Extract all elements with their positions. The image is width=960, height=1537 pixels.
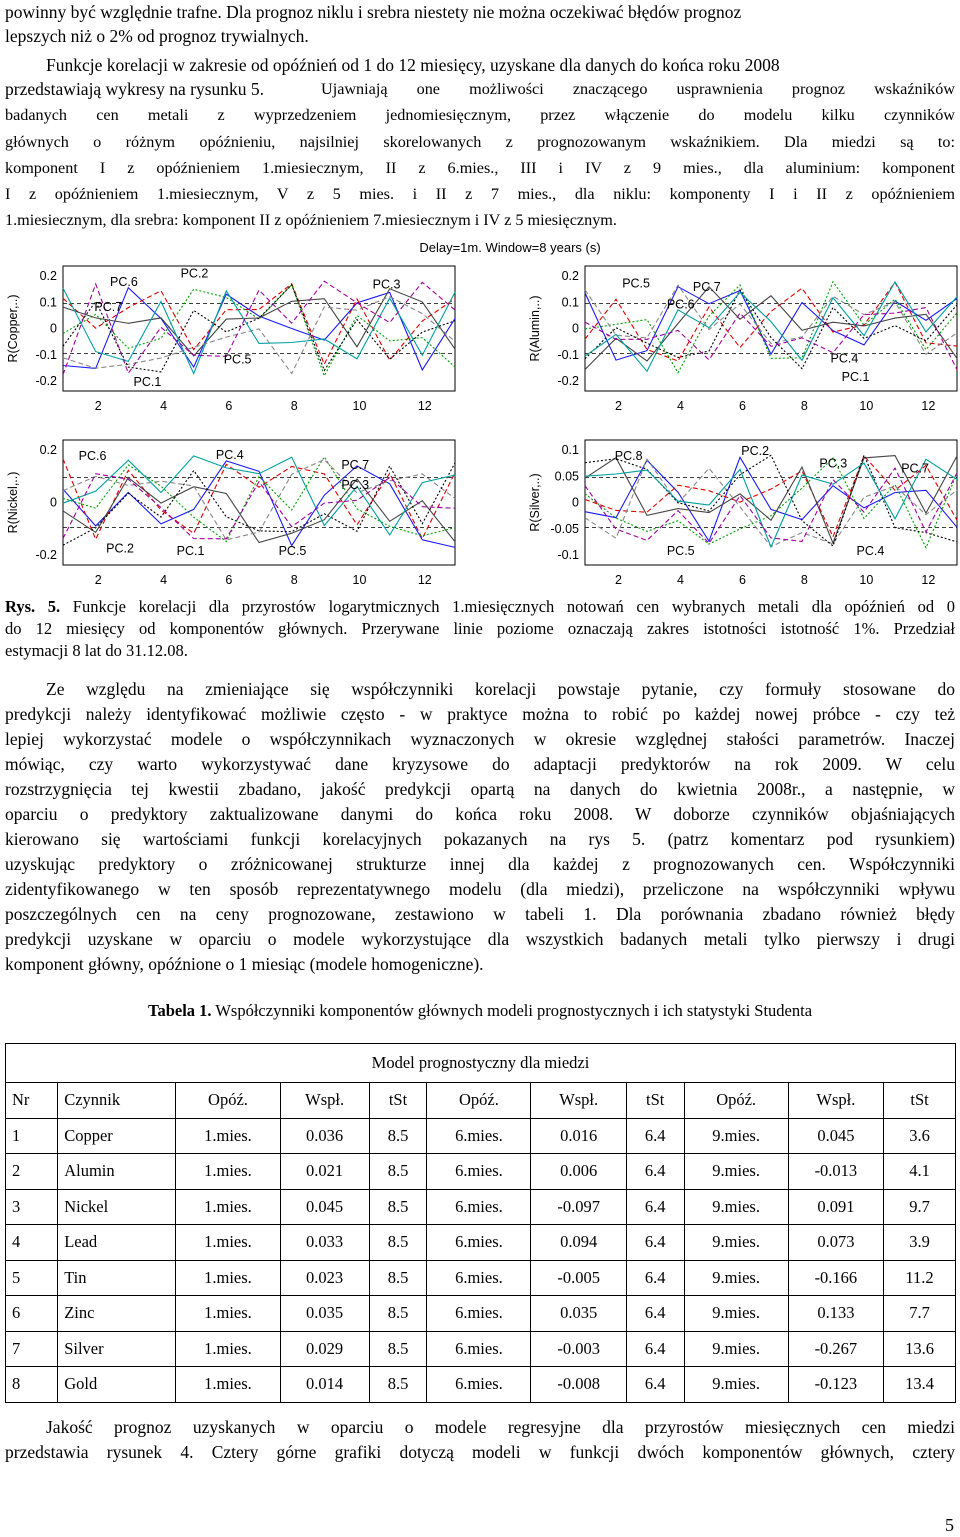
x-tick-label: 10: [859, 573, 874, 587]
table-row: [6, 1118, 956, 1154]
table-row: [6, 1154, 956, 1190]
x-tick-label: 12: [921, 399, 936, 413]
table-caption-label: Tabela 1.: [147, 1001, 212, 1020]
series-line: [63, 281, 455, 375]
table-cell: 9.7: [884, 1189, 956, 1225]
table-cell: 1.mies.: [176, 1118, 280, 1154]
coefficients-table: [5, 1043, 956, 1403]
x-tick-label: 12: [921, 573, 936, 587]
table-cell: 5: [6, 1260, 58, 1296]
bottom-paragraph: [5, 1415, 955, 1465]
table-cell: 8.5: [369, 1331, 427, 1367]
series-line: [63, 284, 455, 364]
table-cell: 6.mies.: [427, 1331, 531, 1367]
table-cell: -0.166: [788, 1260, 883, 1296]
caption-text: Funkcje korelacji dla przyrostów logarytmicznych 1.miesięcznych notowań cen wybranych metali dla opóźnień od 0: [60, 597, 955, 616]
y-tick-label: 0: [50, 321, 57, 336]
x-tick-label: 8: [290, 399, 298, 413]
table-cell: 6.mies.: [427, 1154, 531, 1190]
table-cell: 13.4: [884, 1367, 956, 1403]
table-row: [6, 1331, 956, 1367]
x-tick-label: 2: [615, 399, 622, 413]
table-cell: 1.mies.: [176, 1154, 280, 1190]
table-cell: 3.9: [884, 1225, 956, 1261]
text-line: Ze względu na zmieniające się współczynniki korelacji powstaje pytanie, czy formuły stosowane do: [46, 679, 955, 699]
y-axis-label: R(Silver,..): [528, 473, 542, 532]
caption-text: estymacji 8 lat do 31.12.08.: [5, 641, 188, 660]
text-line: mówiąc, czy warto wykorzystywać dane kryzysowe do adaptacji predyktorów na rok 2009. W celu: [5, 754, 955, 774]
table-row: [6, 1296, 956, 1332]
series-label: PC.1: [133, 375, 162, 389]
y-tick-label: 0.1: [561, 443, 579, 457]
table-cell: 11.2: [884, 1260, 956, 1296]
series-label: PC.6: [78, 449, 107, 463]
table-cell: 0.045: [280, 1189, 369, 1225]
table-cell: Lead: [58, 1225, 176, 1261]
text-line: predykcji należy identyfikować możliwie często - w praktyce można to robić po każdej nowej próbce - czy też: [5, 704, 955, 724]
y-axis-label: R(Copper,..): [6, 294, 20, 363]
body-paragraph: [5, 677, 955, 977]
table-cell: 7.7: [884, 1296, 956, 1332]
table-caption: [0, 1001, 960, 1021]
figure-svg: [0, 238, 960, 588]
y-tick-label: 0.2: [39, 443, 57, 457]
text-line: Jakość prognoz uzyskanych w oparciu o modele regresyjne dla przyrostów miesięcznych cen miedzi: [46, 1417, 955, 1437]
table-cell: Copper: [58, 1118, 176, 1154]
table-cell: 6.mies.: [427, 1118, 531, 1154]
y-tick-label: -0.1: [557, 347, 579, 362]
text-line: zidentyfikowanego w ten sposób reprezentatywnego modelu (dla miedzi), przeliczone na współczynniki wpływu: [5, 879, 955, 899]
text-line: rozstrzygnięcia tej kwestii zbadano, jakość predykcji opartą na danych do kwietnia 2008r., a następnie, w: [5, 779, 955, 799]
table-cell: 0.029: [280, 1331, 369, 1367]
table-cell: 0.006: [531, 1154, 626, 1190]
table-header-cell: Opóź.: [176, 1083, 280, 1119]
caption-text: do 12 miesięcy od komponentów głównych. Przerywane linie poziome oznaczają zakres istotności istotność 1%. Przedział: [5, 619, 955, 638]
text-line: 1.miesiecznym, dla srebra: komponent II z opóźnieniem 7.miesiecznym i IV z 5 miesięcznym.: [5, 211, 617, 230]
series-label: PC.4: [856, 544, 885, 558]
table-cell: 0.091: [788, 1189, 883, 1225]
sans-paragraph: [5, 76, 955, 234]
series-label: PC.6: [110, 275, 138, 289]
series-label: PC.7: [901, 461, 929, 476]
table-cell: 6.4: [626, 1260, 684, 1296]
table-cell: 0.014: [280, 1367, 369, 1403]
table-cell: 6.mies.: [427, 1225, 531, 1261]
table-cell: 8: [6, 1367, 58, 1403]
figure-title: Delay=1m. Window=8 years (s): [419, 240, 601, 255]
x-tick-label: 10: [352, 573, 367, 587]
table-cell: 1.mies.: [176, 1225, 280, 1261]
table-cell: Alumin: [58, 1154, 176, 1190]
plot-panel: [6, 440, 455, 587]
table-header-cell: tSt: [884, 1083, 956, 1119]
x-tick-label: 6: [225, 399, 233, 413]
series-label: PC.2: [106, 541, 134, 556]
y-tick-label: 0: [572, 321, 579, 336]
x-tick-label: 12: [417, 573, 432, 587]
table-cell: 1.mies.: [176, 1260, 280, 1296]
table-cell: 9.mies.: [684, 1118, 788, 1154]
table-cell: Tin: [58, 1260, 176, 1296]
table-cell: 9.mies.: [684, 1189, 788, 1225]
table-cell: 0.033: [280, 1225, 369, 1261]
table-cell: 8.5: [369, 1154, 427, 1190]
table-cell: 0.023: [280, 1260, 369, 1296]
series-line: [63, 463, 455, 545]
table-cell: 6.4: [626, 1367, 684, 1403]
y-axis-label: R(Nickel,..): [6, 471, 20, 534]
table-cell: 6.4: [626, 1225, 684, 1261]
series-label: PC.8: [614, 449, 643, 463]
series-label: PC.5: [622, 276, 650, 291]
series-label: PC.1: [841, 370, 870, 384]
table-cell: -0.097: [531, 1189, 626, 1225]
plot-panel: [528, 266, 957, 413]
table-header-cell: tSt: [369, 1083, 427, 1119]
x-tick-label: 4: [676, 573, 684, 587]
plot-panel: [528, 440, 957, 587]
table-cell: Zinc: [58, 1296, 176, 1332]
table-cell: 6.4: [626, 1189, 684, 1225]
series-label: PC.5: [223, 352, 252, 367]
table-cell: 6.4: [626, 1118, 684, 1154]
plot-panel: [6, 266, 455, 413]
table-header-cell: tSt: [626, 1083, 684, 1119]
table-header-cell: Nr: [6, 1083, 58, 1119]
x-tick-label: 6: [738, 573, 746, 587]
table-cell: Gold: [58, 1367, 176, 1403]
table-cell: 0.016: [531, 1118, 626, 1154]
table-title: Model prognostyczny dla miedzi: [6, 1044, 956, 1083]
table-cell: 0.133: [788, 1296, 883, 1332]
text-line: przedstawiają wykresy na rysunku 5.: [5, 79, 265, 99]
table-cell: 8.5: [369, 1296, 427, 1332]
figure-caption: [5, 596, 955, 662]
table-header-cell: Opóź.: [427, 1083, 531, 1119]
y-axis-label: R(Alumin,..): [528, 295, 542, 362]
x-tick-label: 4: [160, 399, 168, 413]
table-cell: 9.mies.: [684, 1154, 788, 1190]
text-line: przedstawia rysunek 4. Cztery górne grafiki dotyczą modeli w funkcji dwóch komponentów głównych, cztery: [5, 1442, 955, 1462]
series-line: [585, 287, 957, 360]
series-label: PC.4: [830, 351, 859, 366]
y-tick-label: 0.2: [39, 269, 57, 283]
table-cell: 0.094: [531, 1225, 626, 1261]
series-line: [63, 285, 455, 376]
y-tick-label: -0.1: [35, 347, 57, 362]
table-cell: -0.123: [788, 1367, 883, 1403]
table-cell: -0.005: [531, 1260, 626, 1296]
table-cell: -0.008: [531, 1367, 626, 1403]
series-line: [63, 285, 455, 372]
table-cell: 8.5: [369, 1225, 427, 1261]
y-tick-label: 0: [572, 495, 579, 510]
text-line: badanych cen metali z wyprzedzeniem jednomiesięcznym, przez włączenie do modelu kilku czynników: [5, 106, 955, 125]
series-label: PC.1: [176, 544, 205, 558]
text-line: oparciu o predyktory zaktualizowane danymi do końca roku 2008. W doborze czynników objaśniających: [5, 804, 955, 824]
table-cell: 0.021: [280, 1154, 369, 1190]
y-tick-label: -0.2: [557, 374, 579, 388]
table-row: [6, 1367, 956, 1403]
x-tick-label: 2: [94, 399, 102, 413]
x-tick-label: 10: [352, 399, 367, 413]
table-header-cell: Czynnik: [58, 1083, 176, 1119]
table-cell: 6.4: [626, 1154, 684, 1190]
caption-label: Rys. 5.: [5, 597, 61, 616]
y-tick-label: 0: [50, 495, 57, 510]
table-header-cell: Opóź.: [684, 1083, 788, 1119]
table-cell: 6.mies.: [427, 1189, 531, 1225]
text-line: poszczególnych cen na ceny prognozowane, zestawiono w tabeli 1. Dla porównania zbadano również błędy: [5, 904, 955, 924]
table-cell: 6.4: [626, 1296, 684, 1332]
x-tick-label: 4: [160, 573, 168, 587]
y-tick-label: 0.1: [39, 295, 57, 310]
table-cell: 9.mies.: [684, 1296, 788, 1332]
table-row: [6, 1260, 956, 1296]
table-cell: Silver: [58, 1331, 176, 1367]
text-line: głównych o różnym opóźnieniu, najsilniej skorelowanych z prognozowanym wskaźnikiem. Dla miedzi są to:: [5, 132, 955, 151]
text-line: kierowano się wartościami funkcji korelacyjnych pokazanych na rys 5. (patrz komentarz pod rysunkiem): [5, 829, 955, 849]
text-line: komponent I z opóźnieniem 1.miesiecznym, II z 6.mies., III i IV z 9 mies., dla aluminium: komponent: [5, 158, 955, 177]
table-header-cell: Wspł.: [280, 1083, 369, 1119]
table-cell: 8.5: [369, 1260, 427, 1296]
series-line: [585, 468, 957, 543]
table-cell: 6.mies.: [427, 1296, 531, 1332]
table-cell: 0.035: [280, 1296, 369, 1332]
table-caption-text: Współczynniki komponentów głównych modeli prognostycznych i ich statystyki Studenta: [211, 1001, 813, 1020]
text-line: I z opóźnieniem 1.miesiecznym, V z 5 mies. i II z 7 mies., dla niklu: komponenty I i II z opóźnieniem: [5, 185, 955, 204]
text-line: komponent główny, opóźnione o 1 miesiąc (modele homogeniczne).: [5, 954, 484, 974]
y-tick-label: 0.05: [554, 469, 579, 484]
table-cell: -0.003: [531, 1331, 626, 1367]
series-label: PC.5: [666, 544, 695, 558]
y-tick-label: -0.05: [550, 521, 579, 536]
x-tick-label: 6: [225, 573, 233, 587]
table-header-row: [6, 1083, 956, 1119]
x-tick-label: 12: [417, 399, 432, 413]
series-label: PC.3: [819, 456, 848, 471]
series-label: PC.6: [666, 297, 695, 312]
series-label: PC.2: [180, 266, 209, 281]
table-cell: 1.mies.: [176, 1296, 280, 1332]
table-cell: 0.073: [788, 1225, 883, 1261]
table-cell: 8.5: [369, 1118, 427, 1154]
text-line: Funkcje korelacji w zakresie od opóźnień od 1 do 12 miesięcy, uzyskane dla danych do końca roku 2008: [46, 55, 780, 75]
series-line: [63, 289, 455, 356]
series-label: PC.3: [341, 477, 370, 492]
y-tick-label: -0.2: [35, 374, 57, 388]
table-cell: 6.mies.: [427, 1367, 531, 1403]
table-cell: -0.013: [788, 1154, 883, 1190]
series-label: PC.7: [341, 457, 370, 472]
table-row: [6, 1189, 956, 1225]
series-label: PC.3: [372, 277, 401, 292]
page-number: 5: [945, 1515, 954, 1535]
text-line: lepiej wykorzystać modele o współczynnikach wyznaczonych w okresie względnej stałości parametrów. Inaczej: [5, 729, 955, 749]
x-tick-label: 2: [94, 573, 102, 587]
table-cell: 0.035: [531, 1296, 626, 1332]
table-cell: 13.6: [884, 1331, 956, 1367]
table-cell: 0.036: [280, 1118, 369, 1154]
table-header-cell: Wspł.: [788, 1083, 883, 1119]
table-cell: -0.267: [788, 1331, 883, 1367]
series-label: PC.7: [94, 300, 123, 314]
table-cell: 4: [6, 1225, 58, 1261]
table-cell: 1.mies.: [176, 1189, 280, 1225]
y-tick-label: 0.2: [561, 269, 579, 283]
table-cell: 9.mies.: [684, 1225, 788, 1261]
table-cell: 8.5: [369, 1367, 427, 1403]
table-cell: 0.045: [788, 1118, 883, 1154]
table-row: [6, 1225, 956, 1261]
table-cell: 3.6: [884, 1118, 956, 1154]
y-tick-label: 0.1: [561, 295, 579, 310]
table-cell: 9.mies.: [684, 1331, 788, 1367]
text-line: uzyskując predyktory o zróżnicowanej strukturze innej dla każdej z prognozowanych cen. Współczynniki: [5, 854, 955, 874]
text-line: powinny być względnie trafne. Dla prognoz niklu i srebra niestety nie można oczekiwać błędów prognoz: [5, 2, 742, 22]
series-label: PC.5: [278, 544, 307, 558]
text-line: Ujawniają one możliwości znaczącego usprawnienia prognoz wskaźników: [321, 80, 955, 98]
series-line: [585, 287, 957, 370]
series-label: PC.7: [692, 280, 721, 294]
table-cell: 3: [6, 1189, 58, 1225]
x-tick-label: 4: [676, 399, 684, 413]
table-cell: 9.mies.: [684, 1260, 788, 1296]
series-label: PC.2: [741, 444, 770, 458]
y-tick-label: -0.1: [557, 548, 579, 562]
table-cell: 8.5: [369, 1189, 427, 1225]
x-tick-label: 8: [800, 399, 808, 413]
table-cell: 1.mies.: [176, 1331, 280, 1367]
text-line: lepszych niż o 2% od prognoz trywialnych.: [5, 26, 309, 46]
table-cell: 1.mies.: [176, 1367, 280, 1403]
table-cell: 4.1: [884, 1154, 956, 1190]
x-tick-label: 8: [800, 573, 808, 587]
figure-correlation-plots: [0, 238, 960, 588]
table-cell: 2: [6, 1154, 58, 1190]
series-label: PC.4: [215, 447, 244, 462]
y-tick-label: -0.2: [35, 548, 57, 562]
table-cell: 1: [6, 1118, 58, 1154]
x-tick-label: 10: [859, 399, 874, 413]
x-tick-label: 6: [738, 399, 746, 413]
table-header-cell: Wspł.: [531, 1083, 626, 1119]
x-tick-label: 2: [615, 573, 622, 587]
table-cell: 6: [6, 1296, 58, 1332]
table-cell: 7: [6, 1331, 58, 1367]
table-cell: Nickel: [58, 1189, 176, 1225]
table-cell: 6.4: [626, 1331, 684, 1367]
text-line: predykcji uzyskane w oparciu o modele wykorzystujące dla wszystkich badanych metali tylko pierwszy i drugi: [5, 929, 955, 949]
x-tick-label: 8: [290, 573, 298, 587]
table-cell: 6.mies.: [427, 1260, 531, 1296]
table-cell: 9.mies.: [684, 1367, 788, 1403]
